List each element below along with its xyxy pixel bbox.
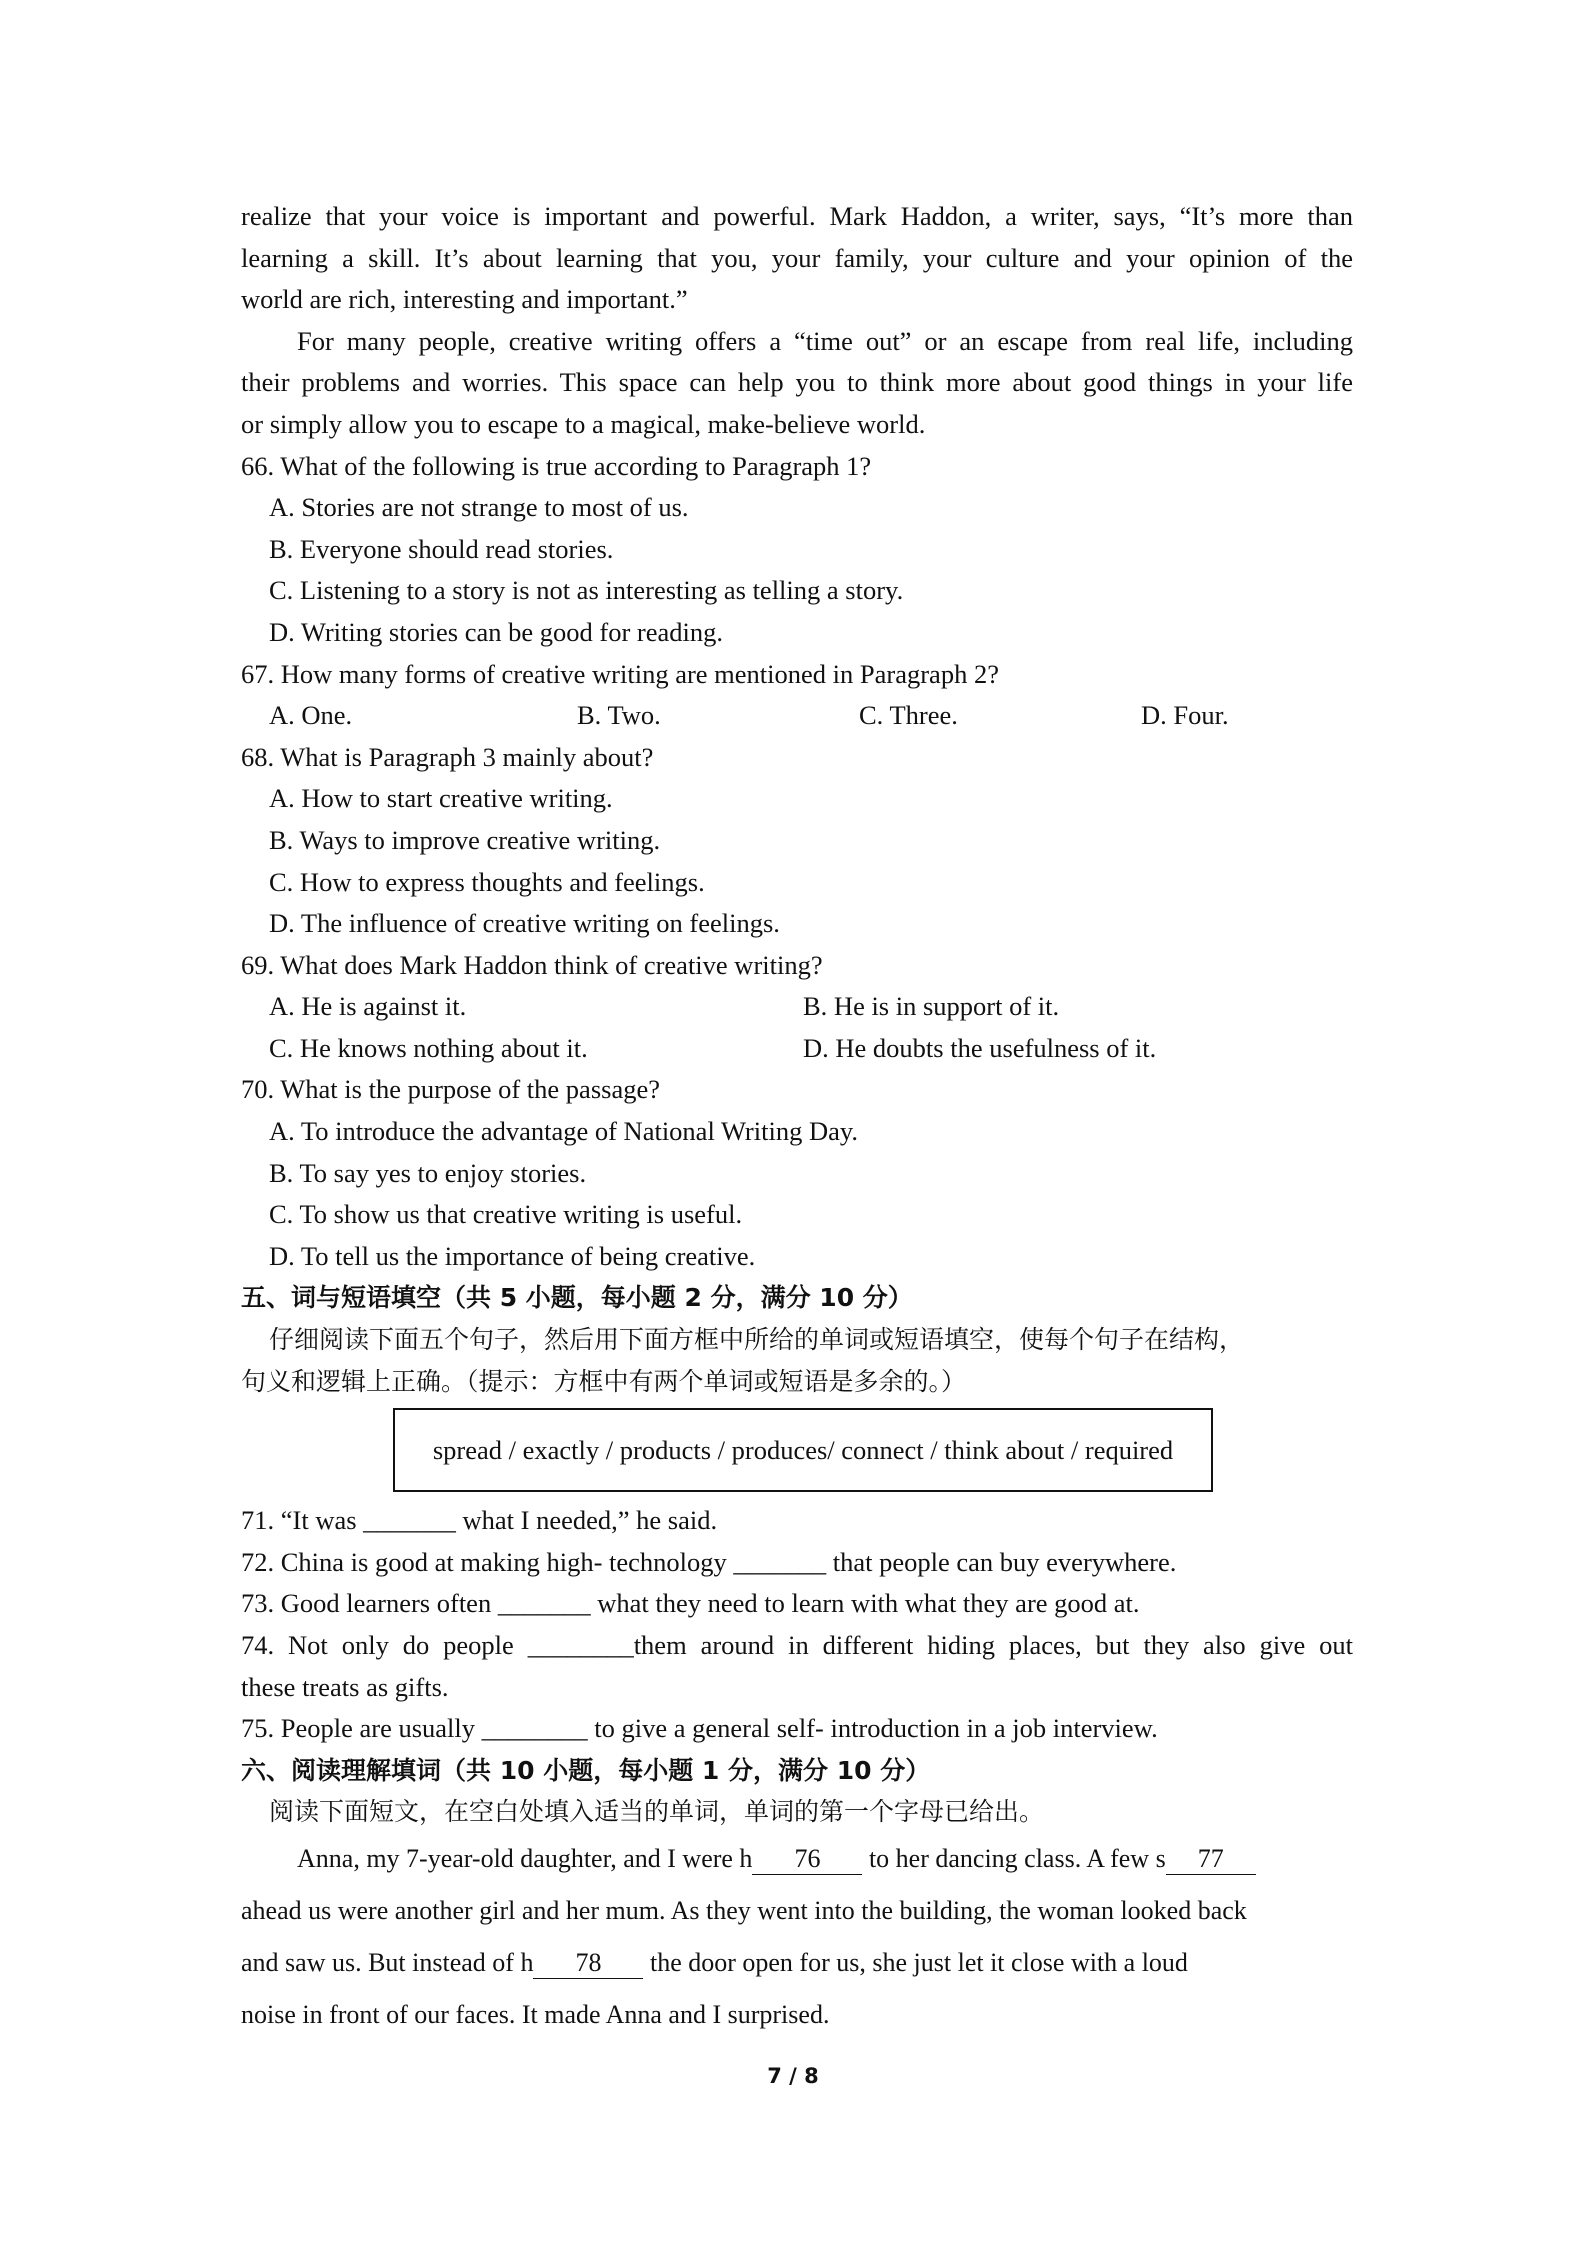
fill-item-74: 74. Not only do people ________them around in different hiding places, but they also give out [241,1630,1353,1660]
fill-item-71: 71. “It was _______ what I needed,” he said. [241,1505,718,1536]
section-instruction: 句义和逻辑上正确。（提示：方框中有两个单词或短语是多余的。） [241,1366,967,1396]
exam-page [241,196,1353,2041]
section-heading: 六、阅读理解填词（共 10 小题，每小题 1 分，满分 10 分） [241,1755,931,1785]
fill-item-72: 72. China is good at making high- technology _______ that people can buy everywhere. [241,1546,1177,1577]
section-instruction: 仔细阅读下面五个句子，然后用下面方框中所给的单词或短语填空，使每个句子在结构， [269,1325,1245,1355]
option-d: D. Writing stories can be good for reading. [269,616,723,647]
cloze-line [241,1833,1353,1885]
cloze-text: the door open for us, she just let it close with a loud [643,1947,1188,1977]
cloze-line: ahead us were another girl and her mum. As they went into the building, the woman looked back [241,1895,1247,1925]
cloze-line: noise in front of our faces. It made Anna and I surprised. [241,1999,830,2029]
question-68 [241,737,1353,945]
option-d: D. To tell us the importance of being creative. [269,1240,756,1271]
option-d: D. He doubts the usefulness of it. [803,1032,1157,1063]
question-stem: 66. What of the following is true according to Paragraph 1? [241,450,872,481]
passage-line: world are rich, interesting and important.” [241,284,688,315]
question-70 [241,1069,1353,1277]
option-d: D. Four. [1141,700,1229,731]
option-c: C. To show us that creative writing is useful. [269,1199,743,1230]
section-heading: 五、词与短语填空（共 5 小题，每小题 2 分，满分 10 分） [241,1283,913,1313]
passage-line: or simply allow you to escape to a magical, make-believe world. [241,408,926,439]
option-b: B. Everyone should read stories. [269,533,614,564]
passage-line: their problems and worries. This space can help you to think more about good things in your life [241,367,1353,398]
passage-line: For many people, creative writing offers a “time out” or an escape from real life, including [297,325,1353,356]
cloze-text: and saw us. But instead of h [241,1947,534,1977]
passage-line: learning a skill. It’s about learning that you, your family, your culture and your opinion of the [241,242,1353,273]
question-stem: 67. How many forms of creative writing are mentioned in Paragraph 2? [241,658,999,689]
cloze-line [241,1937,1353,1989]
option-b: B. He is in support of it. [803,991,1060,1022]
option-c: C. Listening to a story is not as interesting as telling a story. [269,575,904,606]
question-stem: 68. What is Paragraph 3 mainly about? [241,741,654,772]
question-stem: 70. What is the purpose of the passage? [241,1074,660,1105]
question-67 [241,654,1353,737]
option-a: A. He is against it. [269,991,467,1022]
blank-77[interactable]: 77 [1166,1844,1256,1875]
word-box: spread / exactly / products / produces/ connect / think about / required [393,1408,1213,1492]
question-stem: 69. What does Mark Haddon think of creative writing? [241,949,823,980]
option-a: A. One. [269,700,353,731]
option-a: A. To introduce the advantage of National Writing Day. [269,1116,858,1147]
option-c: C. He knows nothing about it. [269,1032,588,1063]
option-a: A. Stories are not strange to most of us. [269,492,689,523]
cloze-text: to her dancing class. A few s [862,1843,1166,1873]
options-row [241,1028,1353,1070]
section-5 [241,1277,1353,1749]
option-a: A. How to start creative writing. [269,783,613,814]
fill-item-74-cont: these treats as gifts. [241,1671,449,1702]
fill-item-73: 73. Good learners often _______ what they need to learn with what they are good at. [241,1588,1140,1619]
option-b: B. Two. [577,700,661,731]
option-c: C. Three. [859,700,958,731]
passage-paragraph-3 [241,196,1353,321]
option-c: C. How to express thoughts and feelings. [269,866,705,897]
section-6 [241,1750,1353,2041]
option-b: B. To say yes to enjoy stories. [269,1157,587,1188]
section-instruction: 阅读下面短文，在空白处填入适当的单词，单词的第一个字母已给出。 [269,1797,1045,1827]
cloze-text: Anna, my 7-year-old daughter, and I were h [297,1843,753,1873]
question-66 [241,446,1353,654]
question-69 [241,945,1353,1070]
blank-76[interactable]: 76 [752,1844,862,1875]
fill-item-75: 75. People are usually ________ to give a general self- introduction in a job interview. [241,1713,1158,1744]
option-b: B. Ways to improve creative writing. [269,824,661,855]
passage-line: realize that your voice is important and powerful. Mark Haddon, a writer, says, “It’s more than [241,201,1353,231]
options-row [241,986,1353,1028]
options-row [241,695,1353,737]
option-d: D. The influence of creative writing on feelings. [269,908,780,939]
passage-paragraph-4 [241,321,1353,446]
page-number: 7 / 8 [767,2064,819,2088]
blank-78[interactable]: 78 [533,1948,643,1979]
